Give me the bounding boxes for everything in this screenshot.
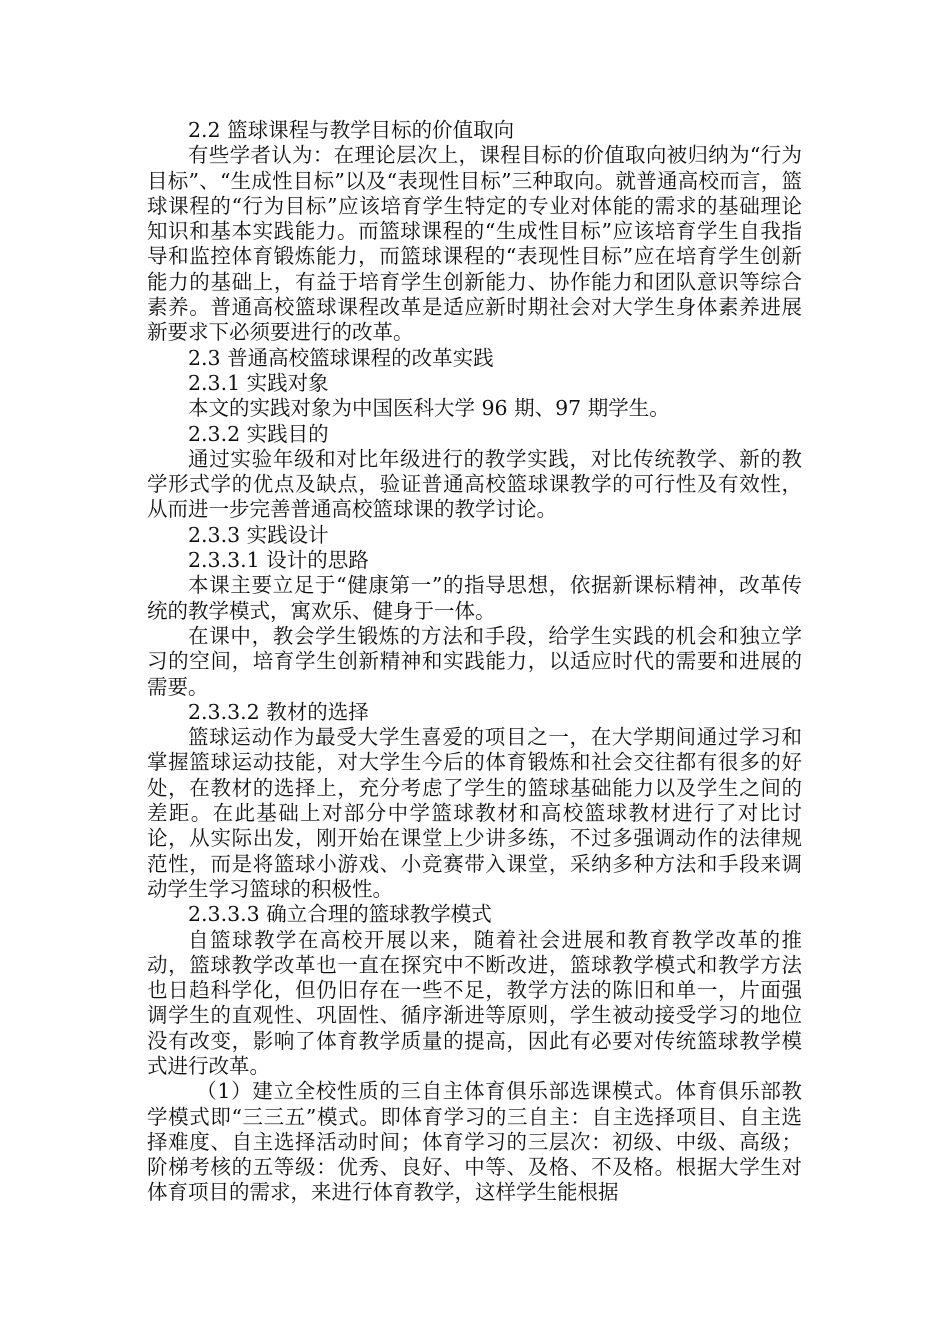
subsection-heading: 2.3.2 实践目的 (188, 421, 329, 446)
paragraph: 在课中，教会学生锻炼的方法和手段，给学生实践的机会和独立学习的空间，培育学生创新精神和实践能力，以适应时代的需要和进展的需要。 (147, 623, 802, 699)
paragraph: 本课主要立足于“健康第一”的指导思想，依据新课标精神，改革传统的教学模式，寓欢乐、健身于一体。 (147, 573, 802, 623)
subsubsection-heading: 2.3.3.1 设计的思路 (188, 548, 369, 573)
paragraph: 通过实验年级和对比年级进行的教学实践，对比传统教学、新的教学形式学的优点及缺点，验证普通高校篮球课教学的可行性及有效性，从而进一步完善普通高校篮球课的教学讨论。 (147, 446, 802, 522)
numbered-paragraph: （1）建立全校性质的三自主体育俱乐部选课模式。体育俱乐部教学模式即“三三五”模式。即体育学习的三自主：自主选择项目、自主选择难度、自主选择活动时间；体育学习的三层次：初级、中级、高级；阶梯考核的五等级：优秀、良好、中等、及格、不及格。根据大学生对体育项目的需求，来进行体育教学，这样学生能根据 (147, 1079, 802, 1205)
subsection-heading: 2.3.1 实践对象 (188, 370, 329, 395)
subsubsection-heading: 2.3.3.2 教材的选择 (188, 699, 369, 724)
paragraph: 篮球运动作为最受大学生喜爱的项目之一，在大学期间通过学习和掌握篮球运动技能，对大学生今后的体育锻炼和社会交往都有很多的好处，在教材的选择上，充分考虑了学生的篮球基础能力以及学生之间的差距。在此基础上对部分中学篮球教材和高校篮球教材进行了对比讨论，从实际出发，刚开始在课堂上少讲多练，不过多强调动作的法律规范性，而是将篮球小游戏、小竞赛带入课堂，采纳多种方法和手段来调动学生学习篮球的积极性。 (147, 725, 802, 901)
section-heading: 2.2 篮球课程与教学目标的价值取向 (188, 118, 515, 142)
document-page (147, 118, 802, 1206)
section-heading: 2.3 普通高校篮球课程的改革实践 (188, 345, 494, 370)
paragraph: 有些学者认为：在理论层次上，课程目标的价值取向被归纳为“行为目标”、“生成性目标”以及“表现性目标”三种取向。就普通高校而言，篮球课程的“行为目标”应该培育学生特定的专业对体能的需求的基础理论知识和基本实践能力。而篮球课程的“生成性目标”应该培育学生自我指导和监控体育锻炼能力，而篮球课程的“表现性目标”应在培育学生创新能力的基础上，有益于培育学生创新能力、协作能力和团队意识等综合素养。普通高校篮球课程改革是适应新时期社会对大学生身体素养进展新要求下必须要进行的改革。 (147, 143, 802, 345)
subsubsection-heading: 2.3.3.3 确立合理的篮球教学模式 (188, 902, 492, 927)
paragraph: 自篮球教学在高校开展以来，随着社会进展和教育教学改革的推动，篮球教学改革也一直在探究中不断改进，篮球教学模式和教学方法也日趋科学化，但仍旧存在一些不足，教学方法的陈旧和单一，片面强调学生的直观性、巩固性、循序渐进等原则，学生被动接受学习的地位没有改变，影响了体育教学质量的提高，因此有必要对传统篮球教学模式进行改革。 (147, 927, 802, 1078)
paragraph: 本文的实践对象为中国医科大学 96 期、97 期学生。 (188, 396, 670, 421)
subsection-heading: 2.3.3 实践设计 (188, 522, 329, 547)
